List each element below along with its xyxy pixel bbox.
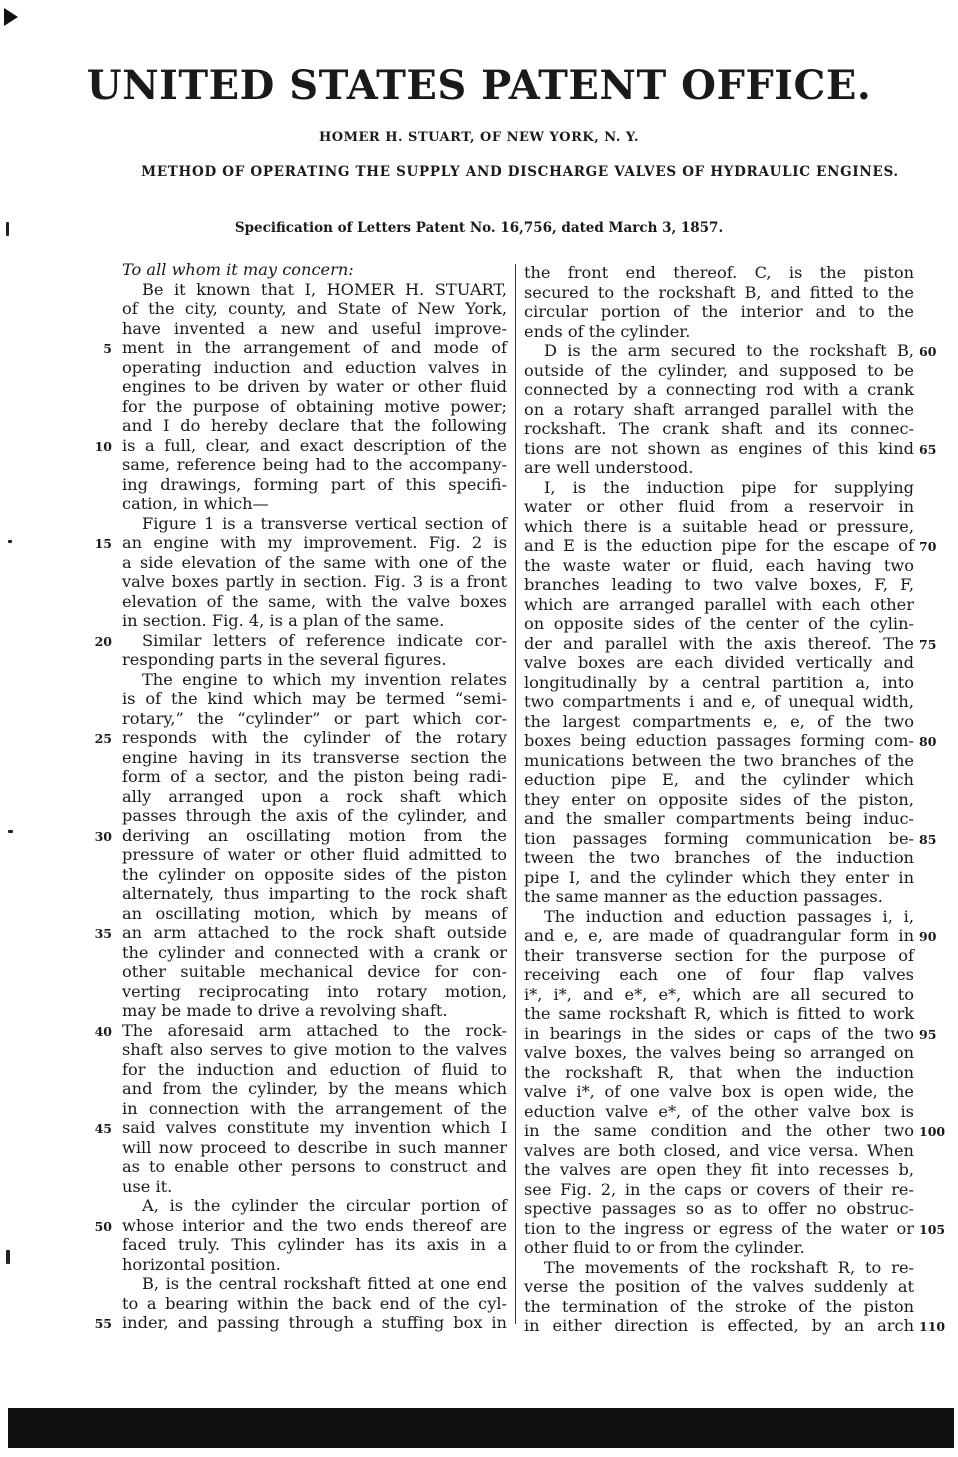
line-number: 105 [919, 1221, 946, 1237]
text-line: on opposite sides of the center of the cylin- [524, 614, 914, 633]
text-line: rotary,” the “cylinder” or part which cor- [122, 708, 507, 728]
text-line: same, reference being had to the accompany- [122, 455, 507, 474]
line-number: 20 [94, 633, 112, 649]
text-line: pressure of water or other fluid admitted to [122, 845, 507, 864]
corner-arrow-mark [4, 8, 18, 26]
line-number: 45 [94, 1121, 112, 1136]
text-line: the same manner as the eduction passages. [524, 887, 883, 906]
line-number: 70 [919, 539, 937, 554]
text-line: will now proceed to describe in such manner [122, 1137, 507, 1157]
text-line: in the same condition and the other two [524, 1121, 914, 1140]
text-line: The movements of the rockshaft R, to re- [544, 1257, 914, 1277]
text-line: boxes being eduction passages forming com- [524, 731, 914, 750]
text-line: elevation of the same, with the valve boxes [122, 591, 507, 611]
text-line: valves are both closed, and vice versa. When [524, 1140, 914, 1160]
text-line: which there is a suitable head or pressure, [524, 516, 914, 536]
text-line: Figure 1 is a transverse vertical section of [142, 513, 507, 533]
text-line: faced truly. This cylinder has its axis in a [122, 1235, 507, 1254]
text-line: ally arranged upon a rock shaft which [122, 786, 507, 806]
text-line: horizontal position. [122, 1254, 281, 1274]
line-number: 100 [919, 1124, 946, 1139]
text-line: pipe I, and the cylinder which they enter in [524, 867, 914, 887]
text-line: the same rockshaft R, which is fitted to work [524, 1004, 914, 1023]
text-line: in bearings in the sides or caps of the two [524, 1023, 914, 1043]
text-line: The induction and eduction passages i, i, [544, 906, 914, 926]
line-number: 60 [919, 344, 937, 359]
text-line: the cylinder on opposite sides of the piston [122, 864, 507, 884]
text-line: which are arranged parallel with each other [524, 594, 914, 614]
scan-speck [6, 1250, 10, 1264]
text-line: operating induction and eduction valves in [122, 357, 507, 377]
text-line: the largest compartments e, e, of the two [524, 711, 914, 731]
text-line: verse the position of the valves suddenly at [524, 1277, 914, 1296]
text-line: spective passages so as to offer no obstruc- [524, 1199, 914, 1218]
left-text-column [122, 260, 507, 1333]
text-line: said valves constitute my invention which I [122, 1118, 507, 1137]
text-line: eduction pipe E, and the cylinder which [524, 770, 914, 789]
text-line: the cylinder and connected with a crank or [122, 942, 507, 962]
text-line: see Fig. 2, in the caps or covers of their re- [524, 1179, 914, 1199]
line-number: 30 [94, 828, 112, 844]
text-line: the rockshaft R, that when the induction [524, 1062, 914, 1082]
text-line: and I do hereby declare that the following [122, 416, 507, 435]
text-line: To all whom it may concern: [122, 260, 354, 279]
text-line: tion to the ingress or egress of the water or [524, 1218, 914, 1238]
text-line: valve boxes, the valves being so arranged on [524, 1043, 914, 1062]
line-number: 75 [919, 636, 937, 652]
text-line: responds with the cylinder of the rotary [122, 728, 507, 747]
text-line: form of a sector, and the piston being radi- [122, 767, 507, 786]
line-number: 5 [103, 341, 112, 356]
line-number: 55 [94, 1316, 112, 1331]
text-line: ing drawings, forming part of this specifi- [122, 474, 507, 494]
text-line: engines to be driven by water or other fluid [122, 377, 507, 396]
text-line: whose interior and the two ends thereof are [122, 1215, 507, 1235]
text-line: the front end thereof. C, is the piston [524, 263, 914, 282]
right-text-column [524, 263, 914, 1336]
text-line: inder, and passing through a stuffing box in [122, 1313, 507, 1332]
text-line: A, is the cylinder the circular portion of [142, 1196, 507, 1215]
scan-speck [8, 540, 12, 543]
text-line: deriving an oscillating motion from the [122, 825, 507, 845]
text-line: an engine with my improvement. Fig. 2 is [122, 533, 507, 552]
text-line: in section. Fig. 4, is a plan of the same. [122, 611, 445, 630]
text-line: in connection with the arrangement of the [122, 1098, 507, 1118]
text-line: valve boxes are each divided vertically and [524, 653, 914, 672]
text-line: i*, i*, and e*, e*, which are all secured to [524, 984, 914, 1004]
text-line: an arm attached to the rock shaft outside [122, 923, 507, 942]
line-number: 40 [94, 1023, 112, 1039]
column-divider [515, 264, 516, 1324]
text-line: passes through the axis of the cylinder, and [122, 806, 507, 825]
line-number: 95 [919, 1026, 937, 1042]
text-line: and e, e, are made of quadrangular form in [524, 926, 914, 945]
text-line: receiving each one of four flap valves [524, 965, 914, 984]
text-line: may be made to drive a revolving shaft. [122, 1001, 448, 1020]
text-line: The aforesaid arm attached to the rock- [122, 1020, 507, 1040]
text-line: tions are not shown as engines of this kind [524, 438, 914, 458]
line-number: 85 [919, 831, 937, 847]
text-line: cation, in which— [122, 494, 269, 513]
text-line: Be it known that I, HOMER H. STUART, [142, 279, 507, 299]
text-line: are well understood. [524, 458, 694, 477]
text-line: to a bearing within the back end of the cyl- [122, 1293, 507, 1313]
text-line: is of the kind which may be termed “semi- [122, 689, 507, 708]
line-number: 50 [94, 1218, 112, 1234]
text-line: for the purpose of obtaining motive power; [122, 396, 507, 416]
text-line: circular portion of the interior and to the [524, 302, 914, 321]
text-line: the valves are open they fit into recesses b, [524, 1160, 914, 1179]
text-line: secured to the rockshaft B, and fitted to the [524, 282, 914, 302]
text-line: and from the cylinder, by the means which [122, 1079, 507, 1098]
text-line: have invented a new and useful improve- [122, 318, 507, 338]
text-line: is a full, clear, and exact description of the [122, 435, 507, 455]
text-line: B, is the central rockshaft fitted at one end [142, 1274, 507, 1293]
text-line: eduction valve e*, of the other valve box is [524, 1101, 914, 1121]
text-line: rockshaft. The crank shaft and its connec- [524, 419, 914, 438]
text-line: engine having in its transverse section the [122, 747, 507, 767]
text-line: a side elevation of the same with one of the [122, 552, 507, 572]
text-line: as to enable other persons to construct and [122, 1157, 507, 1176]
text-line: the termination of the stroke of the piston [524, 1296, 914, 1316]
text-line: shaft also serves to give motion to the valves [122, 1040, 507, 1059]
line-number: 80 [919, 734, 937, 749]
page-title: UNITED STATES PATENT OFFICE. [86, 62, 872, 109]
text-line: an oscillating motion, which by means of [122, 903, 507, 923]
line-number: 90 [919, 929, 937, 944]
text-line: I, is the induction pipe for supplying [544, 477, 914, 497]
line-number: 35 [94, 926, 112, 941]
text-line: longitudinally by a central partition a, into [524, 672, 914, 692]
specification-line: Specification of Letters Patent No. 16,756, dated March 3, 1857. [234, 220, 724, 236]
text-line: alternately, thus imparting to the rock shaft [122, 884, 507, 903]
text-line: for the induction and eduction of fluid to [122, 1059, 507, 1079]
text-line: outside of the cylinder, and supposed to be [524, 360, 914, 380]
text-line: their transverse section for the purpose of [524, 945, 914, 965]
text-line: tween the two branches of the induction [524, 848, 914, 867]
text-line: der and parallel with the axis thereof. The [524, 633, 914, 653]
text-line: Similar letters of reference indicate cor- [142, 630, 507, 650]
text-line: water or other fluid from a reservoir in [524, 497, 914, 516]
text-line: ends of the cylinder. [524, 321, 691, 341]
text-line: connected by a connecting rod with a crank [524, 380, 914, 399]
text-line: use it. [122, 1176, 173, 1196]
line-number: 110 [919, 1319, 946, 1334]
text-line: the waste water or fluid, each having two [524, 555, 914, 575]
text-line: on a rotary shaft arranged parallel with the [524, 399, 914, 419]
text-line: and E is the eduction pipe for the escape of [524, 536, 914, 555]
text-line: and the smaller compartments being induc- [524, 809, 914, 828]
text-line: D is the arm secured to the rockshaft B, [544, 341, 914, 360]
text-line: branches leading to two valve boxes, F, F, [524, 575, 914, 594]
text-line: valve i*, of one valve box is open wide, the [524, 1082, 914, 1101]
text-line: tion passages forming communication be- [524, 828, 914, 848]
text-line: ment in the arrangement of and mode of [122, 338, 507, 357]
text-line: munications between the two branches of the [524, 750, 914, 770]
text-line: responding parts in the several figures. [122, 650, 447, 669]
text-line: other fluid to or from the cylinder. [524, 1238, 805, 1257]
text-line: of the city, county, and State of New York, [122, 299, 507, 318]
line-number: 65 [919, 441, 937, 457]
line-number: 10 [94, 438, 112, 454]
scan-bottom-bar [8, 1408, 954, 1448]
text-line: other suitable mechanical device for con- [122, 962, 507, 981]
inventor-line: HOMER H. STUART, OF NEW YORK, N. Y. [318, 130, 640, 145]
text-line: verting reciprocating into rotary motion, [122, 981, 507, 1001]
text-line: two compartments i and e, of unequal width, [524, 692, 914, 711]
text-line: they enter on opposite sides of the piston, [524, 789, 914, 809]
line-number: 25 [94, 731, 112, 746]
patent-subject: METHOD OF OPERATING THE SUPPLY AND DISCHARGE VALVES OF HYDRAULIC ENGINES. [141, 164, 899, 180]
text-line: in either direction is effected, by an arch [524, 1316, 914, 1335]
scan-speck [8, 830, 13, 833]
text-line: valve boxes partly in section. Fig. 3 is a front [122, 572, 507, 591]
line-number: 15 [94, 536, 112, 551]
text-line: The engine to which my invention relates [142, 669, 507, 689]
